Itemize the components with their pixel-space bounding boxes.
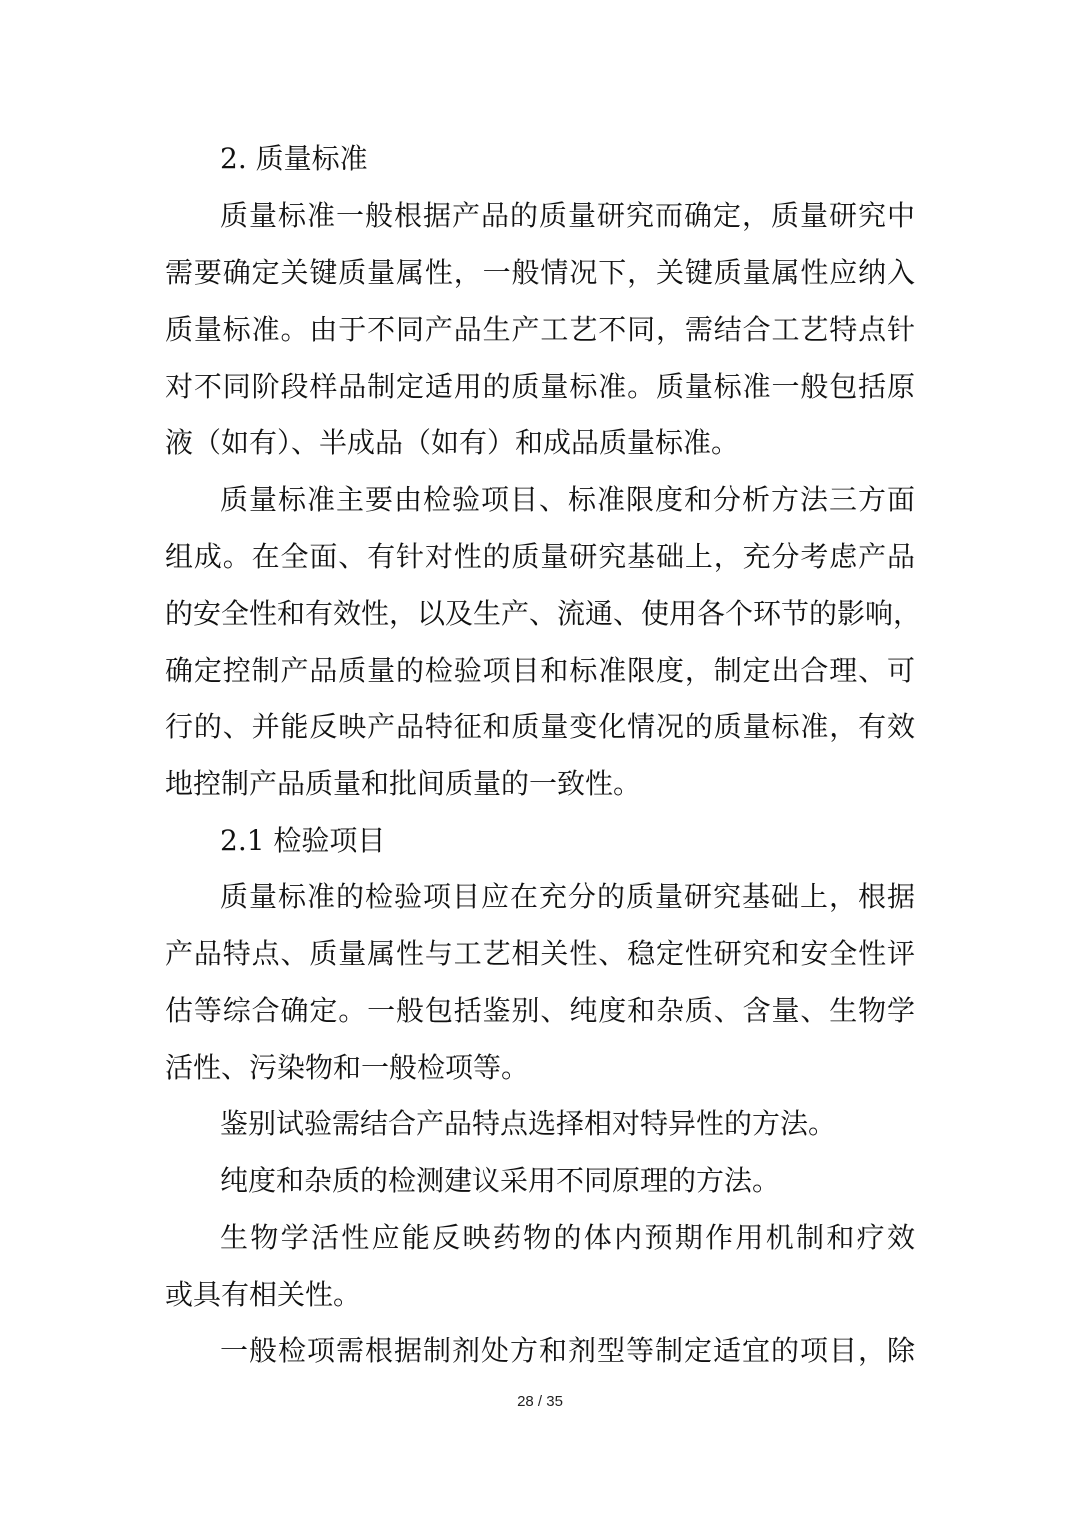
paragraph-line: 质量标准的检验项目应在充分的质量研究基础上，根据	[220, 880, 915, 913]
section-heading: 2. 质量标准	[220, 142, 368, 175]
paragraph-line: 质量标准。由于不同产品生产工艺不同，需结合工艺特点针	[165, 313, 915, 346]
paragraph-line: 行的、并能反映产品特征和质量变化情况的质量标准，有效	[165, 710, 915, 743]
paragraph-line: 对不同阶段样品制定适用的质量标准。质量标准一般包括原	[165, 370, 915, 403]
subsection-heading: 2.1 检验项目	[220, 824, 386, 857]
paragraph-line: 生物学活性应能反映药物的体内预期作用机制和疗效	[220, 1221, 915, 1254]
paragraph-line: 组成。在全面、有针对性的质量研究基础上，充分考虑产品	[165, 540, 915, 573]
paragraph-line: 质量标准一般根据产品的质量研究而确定，质量研究中	[220, 199, 915, 232]
paragraph-line: 地控制产品质量和批间质量的一致性。	[165, 767, 642, 800]
paragraph-line: 确定控制产品质量的检验项目和标准限度，制定出合理、可	[165, 654, 915, 687]
paragraph-line: 质量标准主要由检验项目、标准限度和分析方法三方面	[220, 483, 915, 516]
page-number: 28 / 35	[517, 1393, 563, 1410]
paragraph-line: 估等综合确定。一般包括鉴别、纯度和杂质、含量、生物学	[165, 994, 915, 1027]
paragraph-line: 鉴别试验需结合产品特点选择相对特异性的方法。	[220, 1107, 837, 1140]
paragraph-line: 产品特点、质量属性与工艺相关性、稳定性研究和安全性评	[165, 937, 915, 970]
paragraph-line: 活性、污染物和一般检项等。	[165, 1051, 530, 1084]
paragraph-line: 纯度和杂质的检测建议采用不同原理的方法。	[220, 1164, 781, 1197]
paragraph-line: 或具有相关性。	[165, 1278, 362, 1311]
paragraph-line: 的安全性和有效性，以及生产、流通、使用各个环节的影响，	[165, 597, 922, 630]
paragraph-line: 液（如有）、半成品（如有）和成品质量标准。	[165, 426, 740, 459]
paragraph-line: 一般检项需根据制剂处方和剂型等制定适宜的项目，除	[220, 1334, 915, 1367]
paragraph-line: 需要确定关键质量属性，一般情况下，关键质量属性应纳入	[165, 256, 915, 289]
